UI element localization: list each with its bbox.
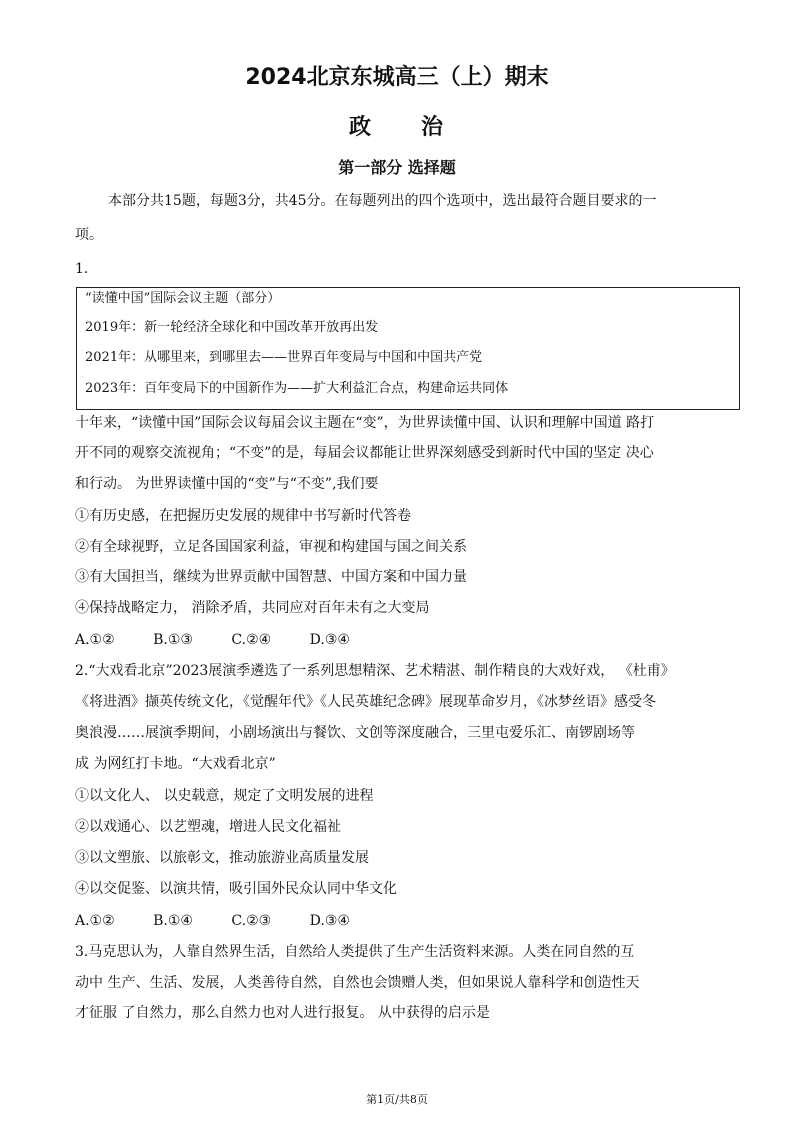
q1-option-c: C.②④ [231, 632, 272, 648]
q1-stem-line: 十年来，“读懂中国”国际会议每届会议主题在“变”，为世界读懂中国、认识和理解中国道 路打 [75, 415, 655, 431]
q1-option-b: B.①③ [153, 632, 193, 648]
q1-stem-line: 开不同的观察交流视角；“不变”的是，每届会议都能让世界深刻感受到新时代中国的坚定 决心 [75, 445, 654, 461]
q2-stem-line: 《将进酒》撷英传统文化，《觉醒年代》《人民英雄纪念碑》展现革命岁月，《冰梦丝语》感受冬 [75, 694, 656, 710]
q3-stem-line: 3.马克思认为，人靠自然界生活，自然给人类提供了生产生活资料来源。人类在同自然的互 [75, 944, 635, 960]
q1-statement: ①有历史感，在把握历史发展的规律中书写新时代答卷 [75, 508, 411, 524]
q2-statement: ③以文塑旅、以旅彰文，推动旅游业高质量发展 [75, 850, 369, 866]
q2-option-c: C.②③ [231, 913, 272, 929]
q1-number: 1. [75, 261, 89, 277]
q1-options [75, 630, 384, 650]
q2-statement: ①以文化人、 以史载意，规定了文明发展的进程 [75, 788, 374, 804]
q1-statement: ④保持战略定力， 消除矛盾，共同应对百年未有之大变局 [75, 600, 430, 616]
q1-box-row: 2021年：从哪里来，到哪里去——世界百年变局与中国和中国共产党 [85, 350, 483, 365]
q2-option-d: D.③④ [309, 913, 350, 929]
q1-theme-box [76, 287, 740, 410]
q3-stem-line: 才征服 了自然力，那么自然力也对人进行报复。 从中获得的启示是 [75, 1005, 490, 1021]
intro-line-1: 本部分共15题，每题3分，共45分。在每题列出的四个选项中，选出最符合题目要求的一 [108, 193, 657, 209]
q2-statement: ④以交促鉴、以演共情，吸引国外民众认同中华文化 [75, 881, 397, 897]
subject-title: 政 治 [348, 115, 445, 140]
page-title: 2024北京东城高三（上）期末 [245, 65, 549, 90]
page-number: 第1页/共8页 [366, 1093, 428, 1106]
q2-stem-line: 奥浪漫……展演季期间，小剧场演出与餐饮、文创等深度融合，三里屯爱乐汇、南锣剧场等 [75, 725, 635, 741]
q1-option-a: A.①② [75, 632, 115, 648]
section-title: 第一部分 选择题 [338, 158, 456, 177]
intro-line-2: 项。 [75, 227, 103, 243]
q1-box-row: 2019年：新一轮经济全球化和中国改革开放再出发 [85, 320, 379, 335]
q1-statement: ③有大国担当，继续为世界贡献中国智慧、中国方案和中国力量 [75, 569, 467, 585]
q2-stem-line: 2.“大戏看北京”2023展演季遴选了一系列思想精深、艺术精湛、制作精良的大戏好戏， 《杜甫》 [75, 663, 675, 679]
q1-stem-line: 和行动。 为世界读懂中国的“变”与“不变”,我们要 [75, 476, 379, 492]
q2-option-b: B.①④ [153, 913, 193, 929]
q2-option-a: A.①② [75, 913, 115, 929]
q2-stem-line: 成 为网红打卡地。“大戏看北京” [75, 756, 276, 772]
q3-stem-line: 动中 生产、生活、发展，人类善待自然，自然也会馈赠人类，但如果说人靠科学和创造性天 [75, 975, 640, 991]
q1-box-row: 2023年：百年变局下的中国新作为——扩大利益汇合点，构建命运共同体 [85, 381, 509, 396]
q1-option-d: D.③④ [309, 632, 350, 648]
q1-box-row: “读懂中国”国际会议主题（部分） [85, 291, 281, 306]
q1-statement: ②有全球视野，立足各国国家利益，审视和构建国与国之间关系 [75, 539, 467, 555]
q2-statement: ②以戏通心、以艺塑魂，增进人民文化福祉 [75, 819, 341, 835]
q2-options [75, 911, 384, 931]
